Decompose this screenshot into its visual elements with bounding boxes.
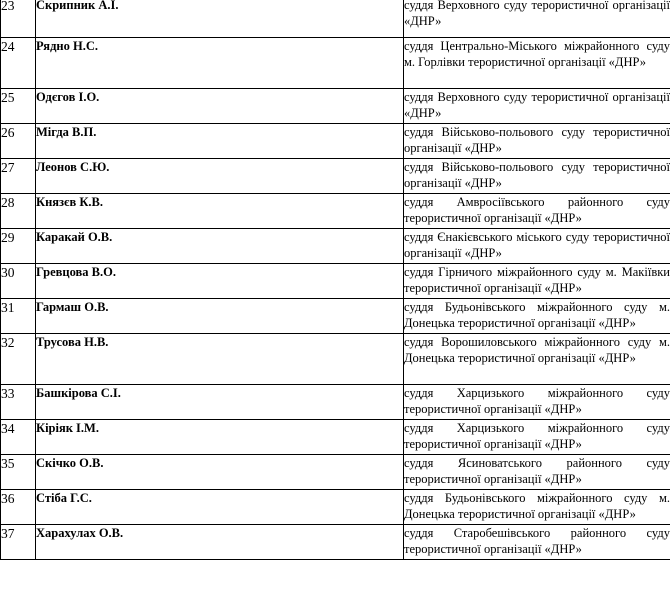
- position-text: суддя Харцизького міжрайонного суду терористичної організації «ДНР»: [404, 385, 670, 420]
- row-number: 34: [1, 420, 36, 455]
- table-row: [1, 38, 670, 89]
- position-text: суддя Військово-польового суду терористичної організації «ДНР»: [404, 159, 670, 194]
- table-row: [1, 490, 670, 525]
- person-name: Харахулах О.В.: [36, 525, 404, 560]
- person-name: Скічко О.В.: [36, 455, 404, 490]
- table-row: [1, 525, 670, 560]
- person-name: Стіба Г.С.: [36, 490, 404, 525]
- table-row: [1, 159, 670, 194]
- position-text: суддя Амвросіївського районного суду терористичної організації «ДНР»: [404, 194, 670, 229]
- person-name: Леонов С.Ю.: [36, 159, 404, 194]
- table-row: [1, 455, 670, 490]
- row-number: 37: [1, 525, 36, 560]
- table-row: [1, 420, 670, 455]
- position-text: суддя Харцизького міжрайонного суду терористичної організації «ДНР»: [404, 420, 670, 455]
- person-name: Мігда В.П.: [36, 124, 404, 159]
- position-text: суддя Ворошиловського міжрайонного суду м. Донецька терористичної організації «ДНР»: [404, 334, 670, 385]
- position-text: суддя Ясиноватського районного суду терористичної організації «ДНР»: [404, 455, 670, 490]
- table-row: [1, 385, 670, 420]
- table-row: [1, 334, 670, 385]
- table-row: [1, 89, 670, 124]
- person-name: Башкірова С.І.: [36, 385, 404, 420]
- row-number: 26: [1, 124, 36, 159]
- position-text: суддя Верховного суду терористичної організації «ДНР»: [404, 89, 670, 124]
- position-text: суддя Єнакієвського міського суду терористичної організації «ДНР»: [404, 229, 670, 264]
- person-name: Рядно Н.С.: [36, 38, 404, 89]
- row-number: 35: [1, 455, 36, 490]
- row-number: 36: [1, 490, 36, 525]
- position-text: суддя Військово-польового суду терористичної організації «ДНР»: [404, 124, 670, 159]
- position-text: суддя Старобешівського районного суду терористичної організації «ДНР»: [404, 525, 670, 560]
- row-number: 24: [1, 38, 36, 89]
- table-row: [1, 299, 670, 334]
- row-number: 23: [1, 0, 36, 38]
- table-row: [1, 124, 670, 159]
- row-number: 33: [1, 385, 36, 420]
- person-name: Скрипник А.І.: [36, 0, 404, 38]
- person-name: Князєв К.В.: [36, 194, 404, 229]
- person-name: Трусова Н.В.: [36, 334, 404, 385]
- row-number: 28: [1, 194, 36, 229]
- table-row: [1, 0, 670, 38]
- person-name: Одєгов І.О.: [36, 89, 404, 124]
- table-row: [1, 229, 670, 264]
- table-row: [1, 264, 670, 299]
- row-number: 29: [1, 229, 36, 264]
- row-number: 27: [1, 159, 36, 194]
- table-row: [1, 194, 670, 229]
- position-text: суддя Будьонівського міжрайонного суду м. Донецька терористичної організації «ДНР»: [404, 299, 670, 334]
- person-name: Гревцова В.О.: [36, 264, 404, 299]
- row-number: 31: [1, 299, 36, 334]
- position-text: суддя Гірничого міжрайонного суду м. Макіївки терористичної організації «ДНР»: [404, 264, 670, 299]
- person-name: Гармаш О.В.: [36, 299, 404, 334]
- position-text: суддя Будьонівського міжрайонного суду м. Донецька терористичної організації «ДНР»: [404, 490, 670, 525]
- person-name: Кіріяк І.М.: [36, 420, 404, 455]
- row-number: 25: [1, 89, 36, 124]
- row-number: 32: [1, 334, 36, 385]
- row-number: 30: [1, 264, 36, 299]
- position-text: суддя Центрально-Міського міжрайонного суду м. Горлівки терористичної організації «ДНР»: [404, 38, 670, 89]
- position-text: суддя Верховного суду терористичної організації «ДНР»: [404, 0, 670, 38]
- person-name: Каракай О.В.: [36, 229, 404, 264]
